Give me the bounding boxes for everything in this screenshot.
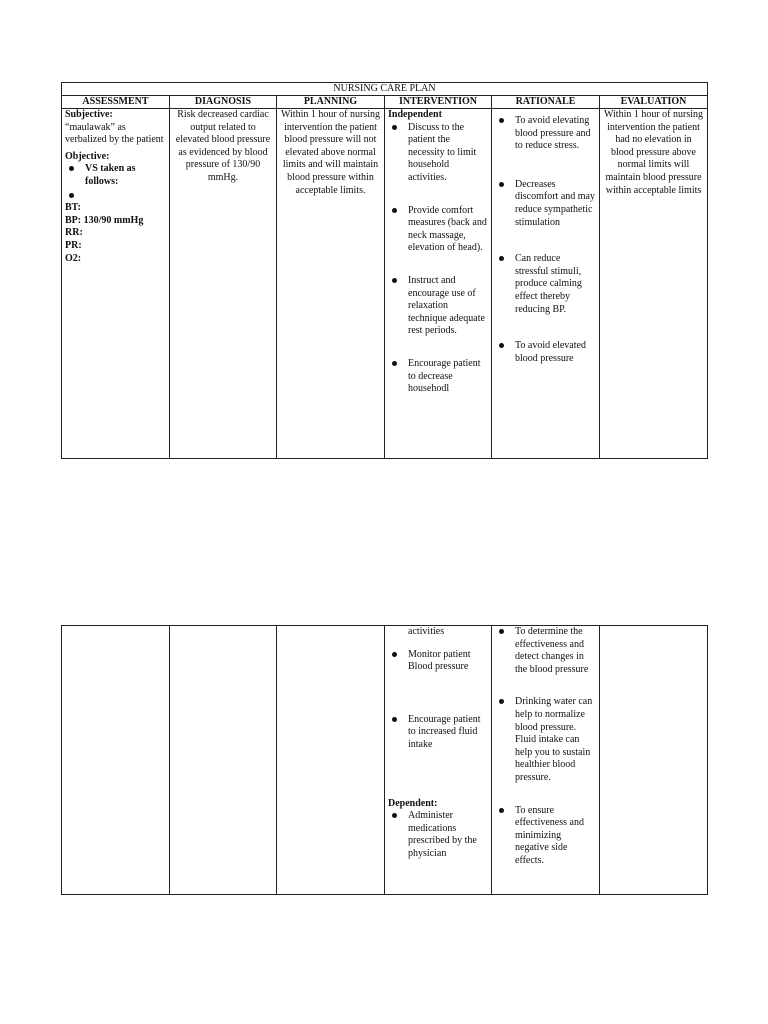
vital-pr: PR:	[65, 239, 82, 251]
intervention-cell	[385, 109, 492, 458]
list-item: Encourage patient to decrease househodl	[388, 358, 488, 396]
list-item: Decreases discomfort and may reduce sympathetic stimulation	[495, 179, 596, 229]
list-item: Can reduce stressful stimuli, produce calming effect thereby reducing BP.	[495, 253, 596, 316]
assessment-cell	[62, 626, 170, 894]
table-row	[62, 626, 707, 894]
independent-heading: Independent	[388, 109, 442, 120]
diagnosis-cell	[170, 626, 277, 894]
table-row	[62, 109, 707, 458]
planning-cell	[277, 626, 385, 894]
dependent-heading: Dependent:	[388, 797, 438, 809]
list-item: To determine the effectiveness and detect changes in the blood pressure	[495, 626, 596, 676]
header-row	[62, 96, 707, 109]
rationale-list	[495, 115, 596, 365]
header-rationale: RATIONALE	[492, 96, 600, 108]
header-planning: PLANNING	[277, 96, 385, 108]
list-item: Instruct and encourage use of relaxation technique adequate rest periods.	[388, 275, 488, 338]
assessment-cell	[62, 109, 170, 458]
header-diagnosis: DIAGNOSIS	[170, 96, 277, 108]
vs-item: VS taken as follows:	[65, 163, 166, 188]
list-item: To avoid elevated blood pressure	[495, 340, 596, 365]
list-item: Administer medications prescribed by the physician	[388, 810, 488, 860]
vital-rr: RR:	[65, 227, 83, 239]
rationale-cell	[492, 109, 600, 458]
list-item: Drinking water can help to normalize blood pressure. Fluid intake can help you to sustain healthier blood pressure.	[495, 696, 596, 784]
list-item: Provide comfort measures (back and neck massage, elevation of head).	[388, 205, 488, 255]
intervention-list	[388, 649, 488, 752]
evaluation-cell	[600, 626, 707, 894]
header-intervention: INTERVENTION	[385, 96, 492, 108]
intervention-continuation: activities	[408, 626, 445, 637]
objective-list	[65, 163, 166, 202]
nursing-care-plan-table	[61, 82, 708, 459]
nursing-care-plan-table-continued	[61, 625, 708, 895]
planning-cell: Within 1 hour of nursing intervention the patient blood pressure will not elevated above normal limits and will maintain blood pressure within acceptable limits.	[277, 109, 385, 458]
dependent-list	[388, 810, 488, 860]
evaluation-cell: Within 1 hour of nursing intervention the patient had no elevation in blood pressure above normal limits will maintain blood pressure within acceptable limits	[603, 109, 704, 196]
list-item: Encourage patient to increased fluid intake	[388, 714, 488, 752]
subjective-label: Subjective:	[65, 109, 113, 120]
vital-bp: BP: 130/90 mmHg	[65, 214, 144, 226]
list-item: To avoid elevating blood pressure and to reduce stress.	[495, 115, 596, 153]
list-item: To ensure effectiveness and minimizing negative side effects.	[495, 805, 596, 868]
objective-label: Objective:	[65, 150, 110, 162]
subjective-text: “maulawak” as verbalized by the patient	[65, 121, 164, 146]
rationale-cell	[492, 626, 600, 894]
intervention-list	[388, 122, 488, 396]
rationale-list	[495, 626, 596, 868]
header-assessment: ASSESSMENT	[62, 96, 170, 108]
list-item: Discuss to the patient the necessity to limit household activities.	[388, 122, 488, 185]
diagnosis-cell: Risk decreased cardiac output related to elevated blood pressure as evidenced by blood pressure of 130/90 mmHg.	[170, 109, 277, 458]
vital-bt: BT:	[65, 202, 81, 214]
intervention-cell	[385, 626, 492, 894]
vital-o2: O2:	[65, 252, 82, 264]
table-title: NURSING CARE PLAN	[62, 83, 707, 96]
header-evaluation: EVALUATION	[620, 96, 687, 107]
list-item: Monitor patient Blood pressure	[388, 649, 488, 674]
empty-bullet-item	[65, 190, 166, 203]
